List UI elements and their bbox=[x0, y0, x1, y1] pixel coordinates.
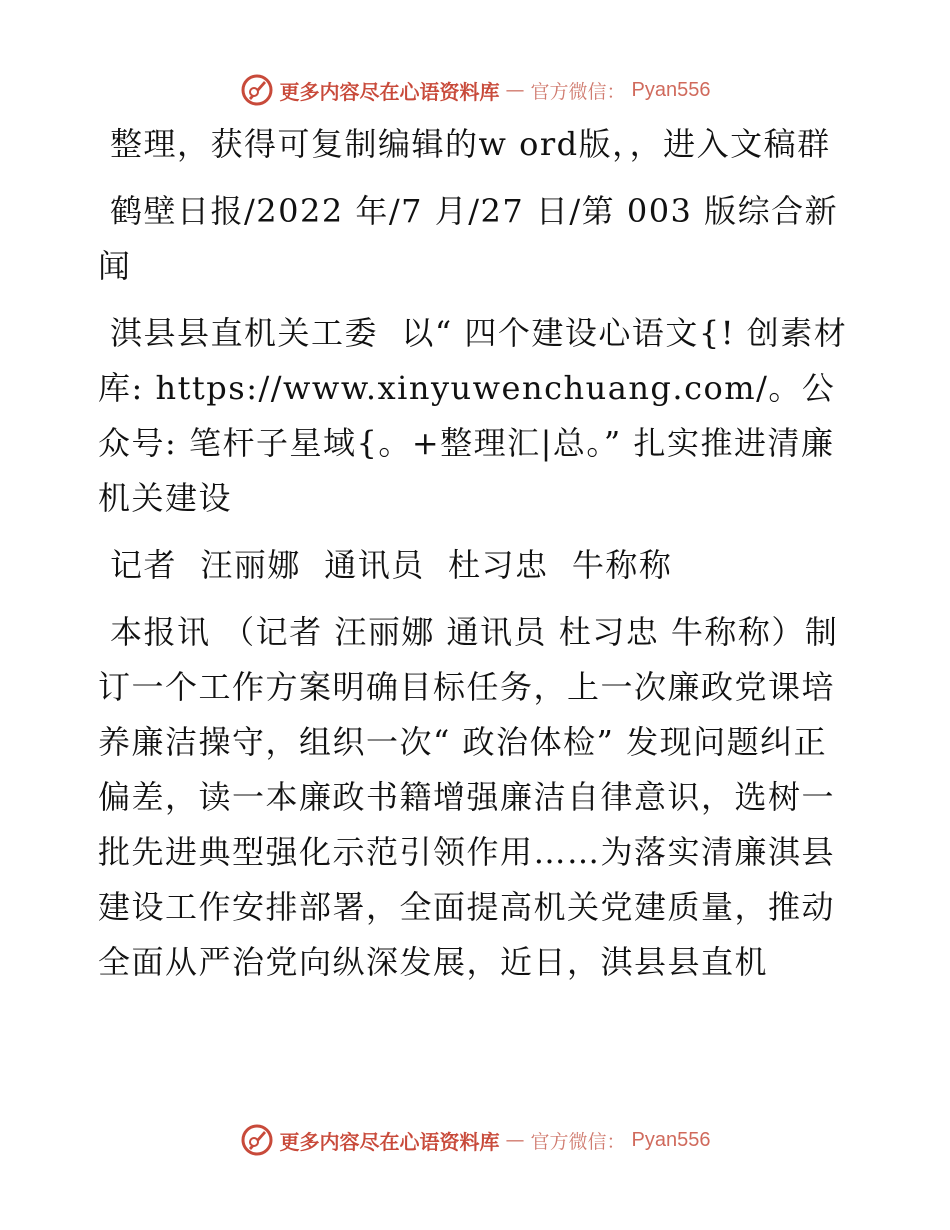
article-title: 淇县县直机关工委 以“ 四个建设心语文{! 创素材库: https://www.xinyuwenchuang.com/。公众号: 笔杆子星域{。+整理汇|总。” 扎实推进清廉机关建设 bbox=[98, 314, 848, 517]
watermark-separator: — bbox=[505, 1129, 525, 1151]
watermark-wechat-id: Pyan556 bbox=[631, 1128, 711, 1151]
intro-paragraph: 整理，获得可复制编辑的w ord版，，进入文稿群 bbox=[110, 125, 831, 163]
quill-logo-icon bbox=[240, 1123, 274, 1157]
watermark-main-text: 更多内容尽在心语资料库 bbox=[279, 1129, 500, 1154]
watermark-main-text: 更多内容尽在心语资料库 bbox=[279, 79, 500, 104]
header-watermark bbox=[0, 70, 950, 110]
watermark-separator: — bbox=[505, 79, 525, 101]
watermark-sub-text: 官方微信： bbox=[530, 1130, 626, 1153]
byline: 记者 汪丽娜 通讯员 杜习忠 牛称称 bbox=[110, 546, 673, 584]
watermark-wechat-id: Pyan556 bbox=[631, 78, 711, 101]
document-body bbox=[98, 117, 850, 990]
watermark-sub-text: 官方微信： bbox=[530, 80, 626, 103]
news-paragraph: 本报讯 （记者 汪丽娜 通讯员 杜习忠 牛称称）制订一个工作方案明确目标任务，上一次廉政党课培养廉洁操守，组织一次“ 政治体检” 发现问题纠正偏差，读一本廉政书籍增强廉洁自律意识，选树一批先进典型强化示范引领作用……为落实清廉淇县建设工作安排部署，全面提高机关党建质量，推动全面从严治党向纵深发展，近日，淇县县直机 bbox=[98, 613, 839, 981]
quill-logo-icon bbox=[240, 73, 274, 107]
footer-watermark bbox=[0, 1120, 950, 1160]
source-line: 鹤壁日报/2022 年/7 月/27 日/第 003 版综合新闻 bbox=[98, 192, 839, 285]
